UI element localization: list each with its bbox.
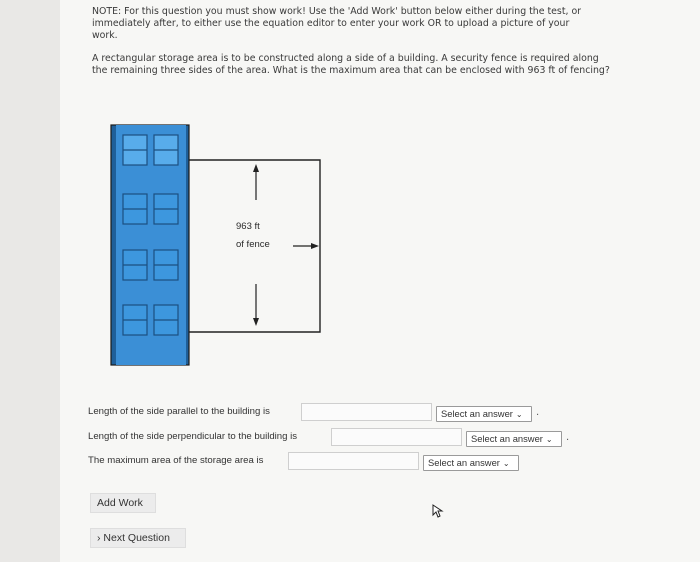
add-work-button[interactable]: Add Work [90, 493, 156, 513]
answer-label-parallel: Length of the side parallel to the building is [88, 406, 270, 417]
storage-area-diagram [108, 118, 330, 370]
chevron-down-icon: ⌄ [502, 459, 510, 468]
perpendicular-unit-select-label: Select an answer [471, 433, 543, 444]
period-1: . [536, 407, 540, 418]
arrow-up-icon [253, 164, 259, 172]
parallel-unit-select[interactable] [436, 406, 532, 422]
arrow-right-icon [311, 243, 319, 249]
area-unit-select[interactable] [423, 455, 519, 471]
max-area-input[interactable] [288, 452, 419, 470]
area-unit-select-label: Select an answer [428, 457, 500, 468]
next-question-button[interactable]: › Next Question [90, 528, 186, 548]
question-text: A rectangular storage area is to be constructed along a side of a building. A security fence is required along the remaining three sides of the area. What is the maximum area that can be enclosed with 963 ft of fencing? [92, 53, 610, 76]
fence-length-label: 963 ft [236, 221, 260, 232]
period-2: . [566, 432, 570, 443]
perpendicular-length-input[interactable] [331, 428, 462, 446]
diagram-svg [108, 118, 330, 370]
parallel-length-input[interactable] [301, 403, 432, 421]
perpendicular-unit-select[interactable] [466, 431, 562, 447]
answer-label-perpendicular: Length of the side perpendicular to the building is [88, 431, 298, 442]
arrow-down-icon [253, 318, 259, 326]
mouse-cursor-icon [432, 504, 444, 518]
chevron-down-icon: ⌄ [545, 435, 553, 444]
parallel-unit-select-label: Select an answer [441, 408, 513, 419]
fence-length-label-2: of fence [236, 239, 270, 250]
note-text: NOTE: For this question you must show work! Use the 'Add Work' button below either during the test, or immediately after, to either use the equation editor to enter your work OR to upload a picture of your work. [92, 6, 582, 41]
answer-label-area: The maximum area of the storage area is [88, 455, 264, 466]
chevron-down-icon: ⌄ [515, 410, 523, 419]
